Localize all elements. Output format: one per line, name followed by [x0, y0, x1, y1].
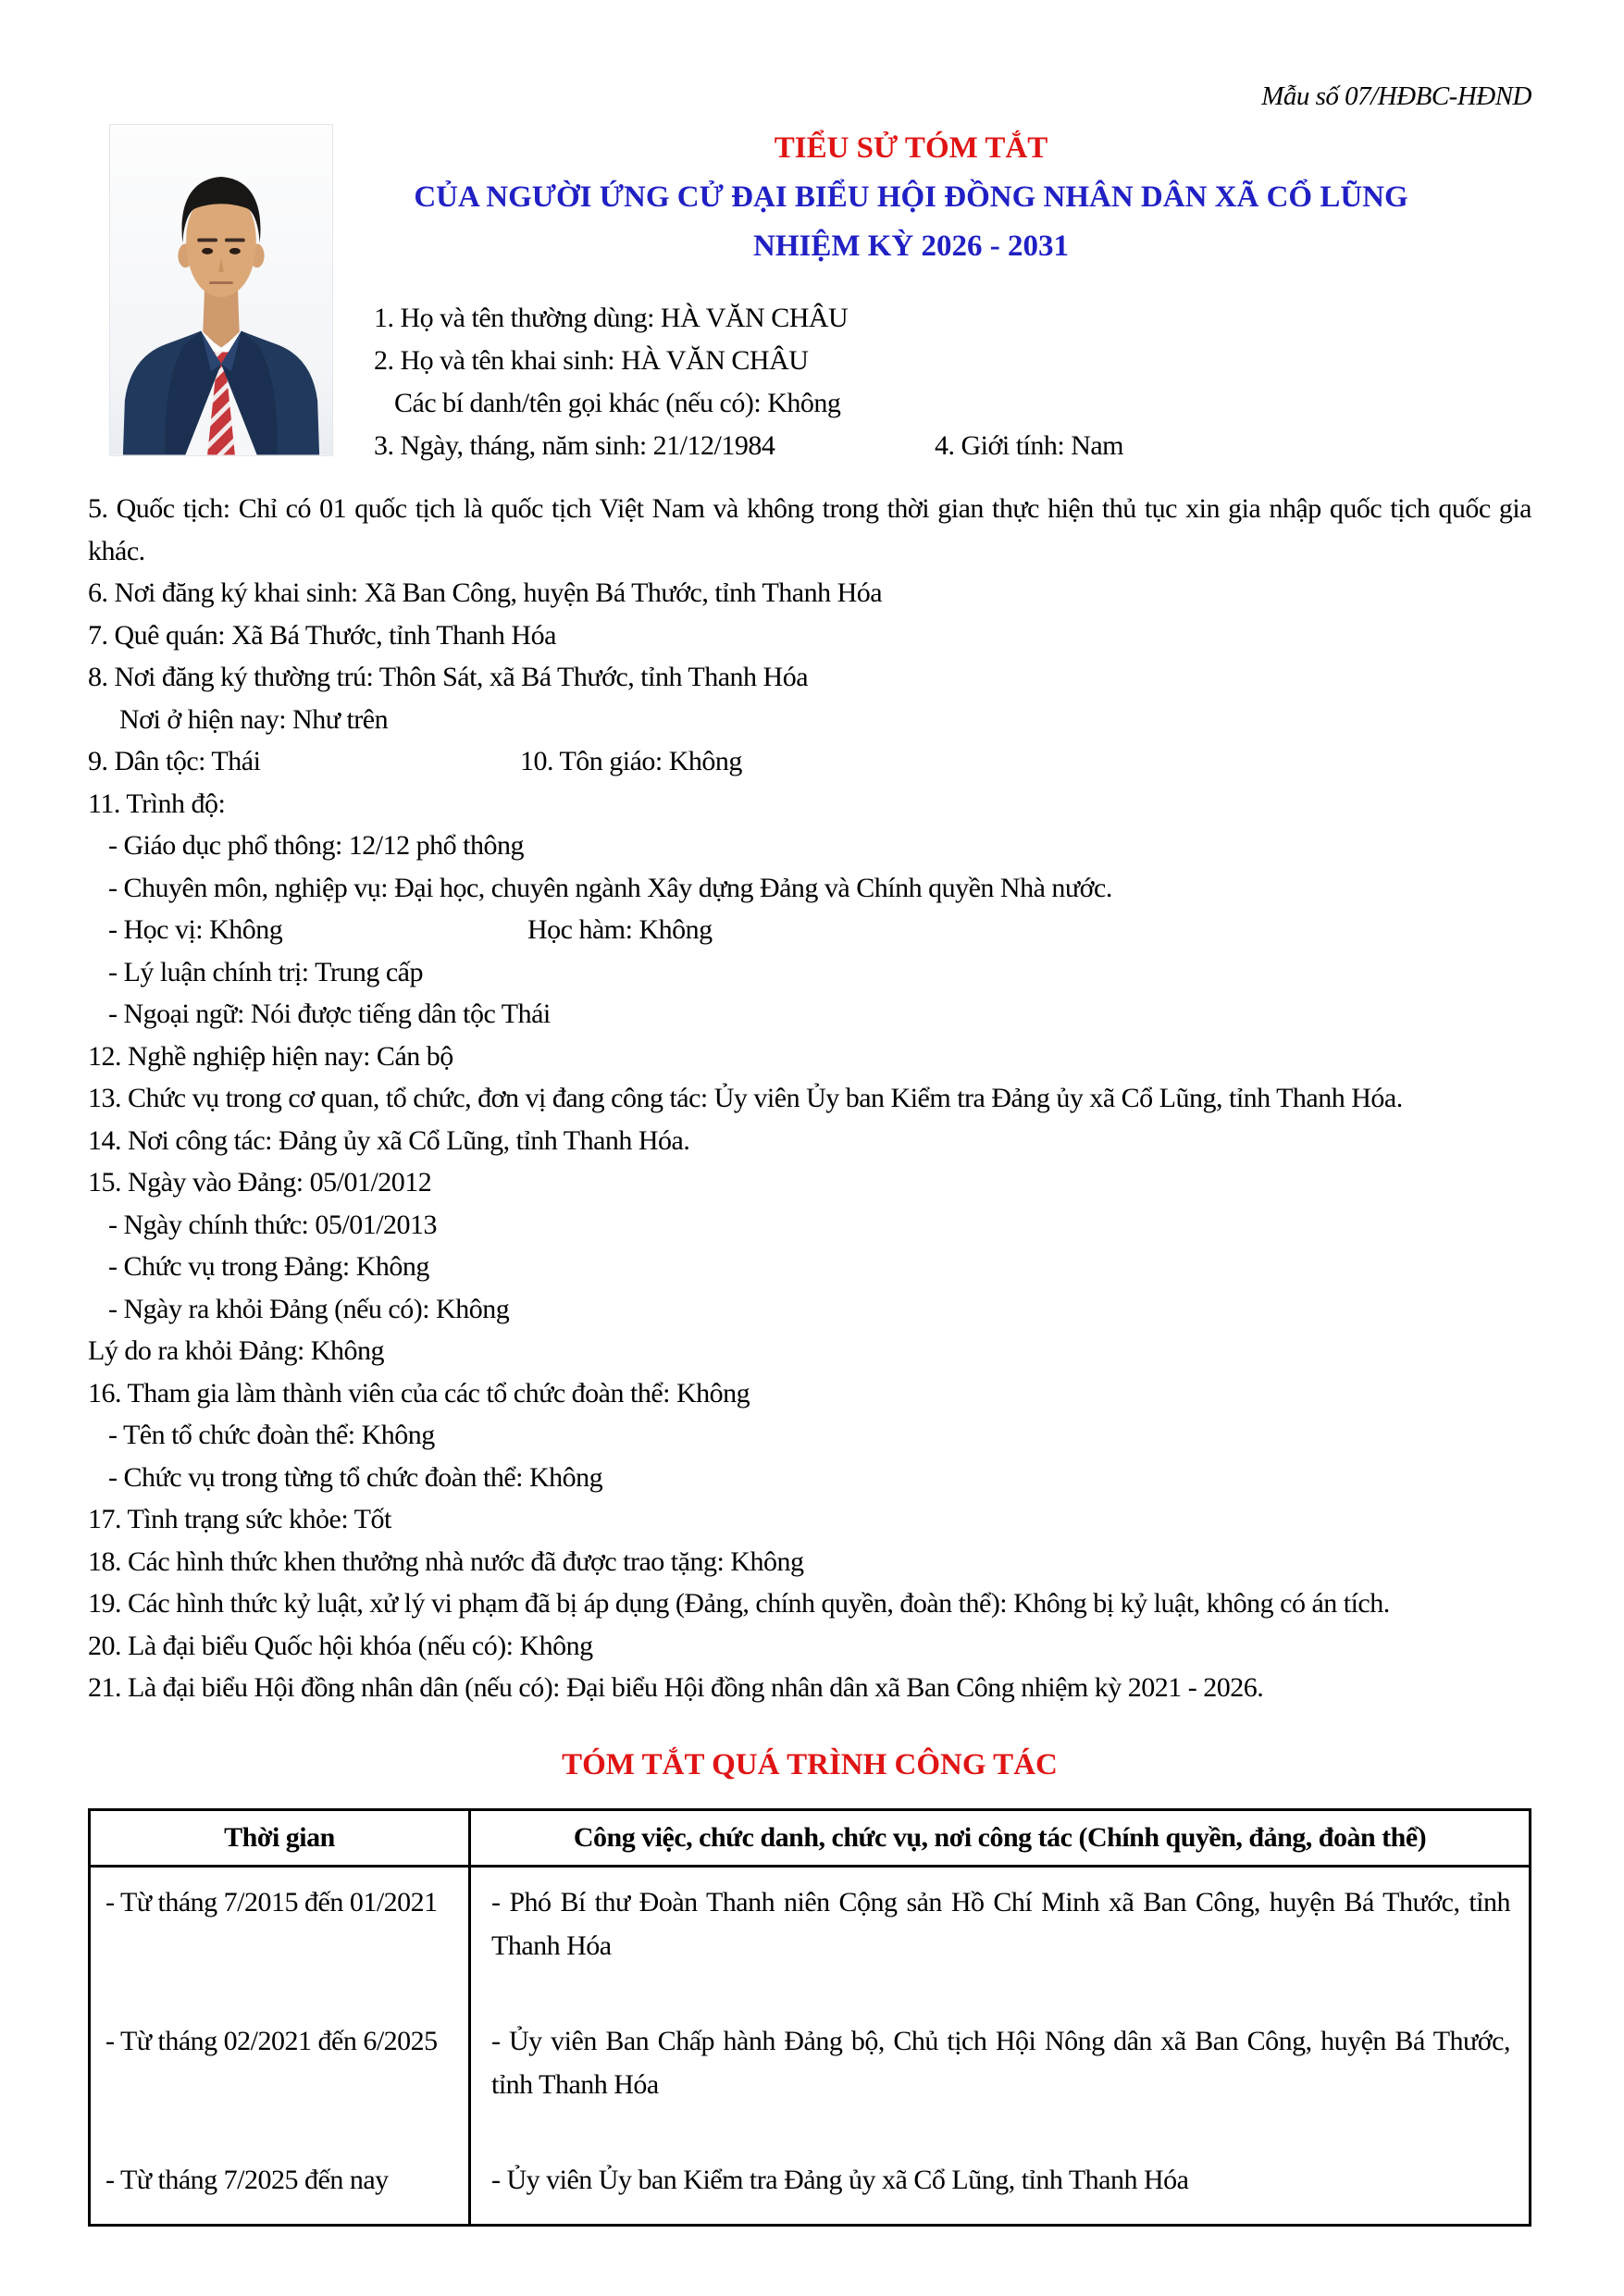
item-2-alias: Các bí danh/tên gọi khác (nếu có): Không: [394, 388, 841, 418]
item-11-professional: - Chuyên môn, nghiệp vụ: Đại học, chuyên ngành Xây dựng Đảng và Chính quyền Nhà nước.: [108, 872, 1112, 903]
title-line-3: NHIỆM KỲ 2026 - 2031: [753, 230, 1069, 263]
cell-time: - Từ tháng 02/2021 đến 6/2025: [90, 2006, 470, 2145]
column-header-work: Công việc, chức danh, chức vụ, nơi công tác (Chính quyền, đảng, đoàn thể): [470, 1809, 1531, 1866]
item-11-foreign-language: - Ngoại ngữ: Nói được tiếng dân tộc Thái: [108, 999, 551, 1029]
portrait-photo-graphic: [110, 125, 332, 455]
cell-work: - Ủy viên Ban Chấp hành Đảng bộ, Chủ tịch Hội Nông dân xã Ban Công, huyện Bá Thước, tỉnh Thanh Hóa: [491, 2025, 1510, 2100]
item-10: 10. Tôn giáo: Không: [520, 746, 742, 776]
intro-items: [374, 297, 1531, 467]
item-13: 13. Chức vụ trong cơ quan, tổ chức, đơn vị đang công tác: Ủy viên Ủy ban Kiểm tra Đảng ủy xã Cổ Lũng, tỉnh Thanh Hóa.: [88, 1083, 1403, 1113]
item-11-political-theory: - Lý luận chính trị: Trung cấp: [108, 956, 423, 987]
candidate-photo: [109, 124, 333, 456]
item-2: 2. Họ và tên khai sinh: HÀ VĂN CHÂU: [374, 345, 809, 376]
item-16-organization-name: - Tên tổ chức đoàn thể: Không: [108, 1420, 435, 1450]
item-18: 18. Các hình thức khen thưởng nhà nước đã được trao tặng: Không: [88, 1545, 804, 1577]
column-header-time: Thời gian: [90, 1809, 470, 1866]
title-line-1: TIỂU SỬ TÓM TẮT: [774, 131, 1048, 165]
item-11-academic-title: Học hàm: Không: [527, 914, 713, 945]
main-items: [88, 488, 1531, 1709]
item-8: 8. Nơi đăng ký thường trú: Thôn Sát, xã Bá Thước, tỉnh Thanh Hóa: [88, 662, 809, 692]
header-right-column: [333, 124, 1531, 467]
title-line-2: CỦA NGƯỜI ỨNG CỬ ĐẠI BIỂU HỘI ĐỒNG NHÂN DÂN XÃ CỔ LŨNG: [414, 180, 1408, 214]
career-row: [90, 2145, 1531, 2226]
item-15: 15. Ngày vào Đảng: 05/01/2012: [88, 1167, 432, 1198]
item-8-current-residence: Nơi ở hiện nay: Như trên: [119, 703, 389, 735]
item-14: 14. Nơi công tác: Đảng ủy xã Cổ Lũng, tỉnh Thanh Hóa.: [88, 1124, 690, 1156]
career-row: [90, 2006, 1531, 2145]
career-row: [90, 1866, 1531, 2006]
cell-work: - Ủy viên Ủy ban Kiểm tra Đảng ủy xã Cổ Lũng, tỉnh Thanh Hóa: [491, 2164, 1189, 2195]
item-15-party-position: - Chức vụ trong Đảng: Không: [108, 1251, 429, 1282]
document-header: [88, 124, 1531, 467]
cell-time: - Từ tháng 7/2025 đến nay: [90, 2145, 470, 2226]
item-15-left-party-reason: Lý do ra khỏi Đảng: Không: [88, 1335, 384, 1366]
item-3-4-row: [374, 425, 1531, 467]
item-1: 1. Họ và tên thường dùng: HÀ VĂN CHÂU: [374, 303, 849, 333]
item-12: 12. Nghề nghiệp hiện nay: Cán bộ: [88, 1040, 453, 1072]
item-20: 20. Là đại biểu Quốc hội khóa (nếu có): Không: [88, 1630, 593, 1661]
item-15-left-party-date: - Ngày ra khỏi Đảng (nếu có): Không: [108, 1293, 510, 1324]
career-table: [88, 1808, 1531, 2227]
item-7: 7. Quê quán: Xã Bá Thước, tỉnh Thanh Hóa: [88, 619, 556, 651]
item-16-organization-role: - Chức vụ trong từng tổ chức đoàn thể: Không: [108, 1461, 603, 1493]
item-11-education: - Giáo dục phổ thông: 12/12 phổ thông: [108, 830, 524, 861]
item-11: 11. Trình độ:: [88, 788, 226, 819]
item-6: 6. Nơi đăng ký khai sinh: Xã Ban Công, huyện Bá Thước, tỉnh Thanh Hóa: [88, 577, 883, 608]
item-21: 21. Là đại biểu Hội đồng nhân dân (nếu có): Đại biểu Hội đồng nhân dân xã Ban Công nhiệm kỳ 2021 - 2026.: [88, 1672, 1264, 1703]
career-table-header-row: [90, 1809, 1531, 1866]
cell-work: - Phó Bí thư Đoàn Thanh niên Cộng sản Hồ Chí Minh xã Ban Công, huyện Bá Thước, tỉnh Thanh Hóa: [491, 1886, 1510, 1961]
item-9-10-row: [88, 740, 1531, 783]
item-11-degree: - Học vị: Không: [108, 914, 283, 945]
item-19: 19. Các hình thức kỷ luật, xử lý vi phạm đã bị áp dụng (Đảng, chính quyền, đoàn thể): Không bị kỷ luật, không có án tích.: [88, 1588, 1390, 1619]
item-3: 3. Ngày, tháng, năm sinh: 21/12/1984: [374, 430, 775, 461]
item-17: 17. Tình trạng sức khỏe: Tốt: [88, 1504, 391, 1534]
item-4: 4. Giới tính: Nam: [935, 430, 1124, 461]
career-section-heading: TÓM TẮT QUÁ TRÌNH CÔNG TÁC: [562, 1747, 1058, 1781]
item-5: 5. Quốc tịch: Chỉ có 01 quốc tịch là quốc tịch Việt Nam và không trong thời gian thực hiện thủ tục xin gia nhập quốc tịch quốc gia khác.: [88, 493, 1531, 566]
item-9: 9. Dân tộc: Thái: [88, 746, 261, 776]
item-11-degree-row: [88, 909, 1531, 951]
item-16: 16. Tham gia làm thành viên của các tổ chức đoàn thể: Không: [88, 1377, 750, 1409]
item-15-official-date: - Ngày chính thức: 05/01/2013: [108, 1209, 438, 1240]
cell-time: - Từ tháng 7/2015 đến 01/2021: [90, 1866, 470, 2006]
form-code: Mẫu số 07/HĐBC-HĐND: [1261, 81, 1531, 111]
document-title: [374, 124, 1531, 271]
